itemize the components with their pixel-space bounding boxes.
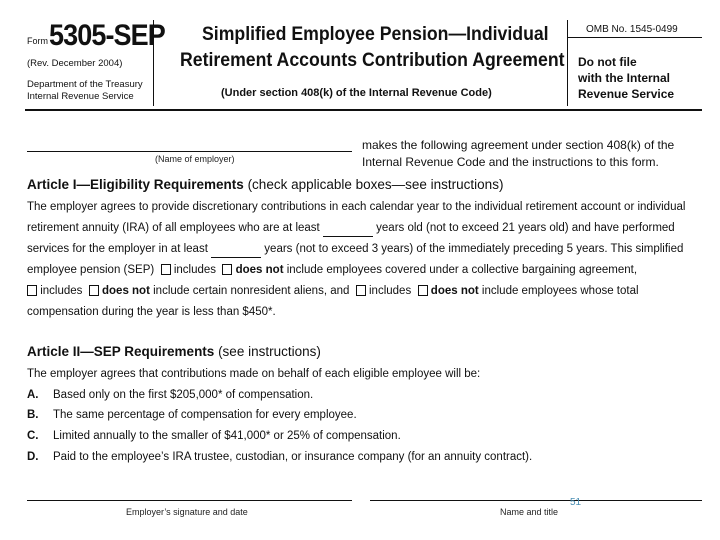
article-1-line-6: compensation during the year is less than $450*.: [27, 306, 276, 318]
article-1-line-5: [27, 283, 639, 299]
employer-name-caption: (Name of employer): [155, 154, 235, 164]
form-label: Form: [27, 36, 48, 46]
aliens-does-not-label: does not: [102, 285, 150, 297]
form-title-line-2: Retirement Accounts Contribution Agreement: [180, 50, 565, 71]
article-1-subtitle: (check applicable boxes—see instructions): [243, 177, 504, 192]
union-does-not-checkbox[interactable]: [222, 264, 232, 275]
requirement-letter: A.: [27, 389, 39, 401]
article-1-line-4: [27, 262, 637, 278]
header-divider-right: [567, 20, 568, 106]
requirement-text: Based only on the first $205,000* of compensation.: [53, 389, 314, 401]
requirement-text: Limited annually to the smaller of $41,000* or 25% of compensation.: [53, 430, 401, 442]
code-section-note: (Under section 408(k) of the Internal Revenue Code): [221, 87, 492, 99]
article-1-line-1: The employer agrees to provide discretionary contributions in each calendar year to the individual retirement account or individual: [27, 201, 686, 213]
do-not-file-line-2: with the Internal: [578, 71, 671, 85]
union-includes-label: includes: [173, 264, 217, 276]
low-comp-does-not-label: does not: [430, 285, 479, 297]
department-line-1: Department of the Treasury: [27, 79, 143, 90]
low-comp-includes-checkbox[interactable]: [356, 285, 366, 296]
low-comp-does-not-checkbox[interactable]: [418, 285, 428, 296]
aliens-includes-label: includes: [40, 285, 83, 297]
revision-date: (Rev. December 2004): [27, 58, 123, 69]
article-1-title: Article I—Eligibility Requirements: [27, 177, 244, 192]
age-limit-text: years old (not to exceed 21 years old) and have performed: [376, 222, 675, 234]
article-2-heading: [27, 344, 321, 359]
article-2-intro: The employer agrees that contributions made on behalf of each eligible employee will be:: [27, 368, 481, 380]
signature-caption: Employer’s signature and date: [126, 507, 248, 517]
agreement-statement-line-1: makes the following agreement under section 408(k) of the: [362, 138, 675, 152]
sep-text: employee pension (SEP): [27, 264, 155, 276]
requirement-letter: C.: [27, 430, 39, 442]
requirement-item: [27, 428, 401, 444]
article-1-line-2: [27, 220, 675, 237]
union-text: include employees covered under a collective bargaining agreement,: [286, 264, 638, 276]
page-number: 51: [570, 497, 582, 508]
aliens-includes-checkbox[interactable]: [27, 285, 37, 296]
department-line-2: Internal Revenue Service: [27, 91, 134, 102]
low-comp-text: include employees whose total: [481, 285, 639, 297]
requirement-text: The same percentage of compensation for every employee.: [53, 409, 357, 421]
header-divider-left: [153, 20, 154, 106]
service-limit-text: years (not to exceed 3 years) of the immediately preceding 5 years. This simplified: [264, 243, 684, 255]
employer-signature-field[interactable]: [27, 500, 352, 501]
article-1-line-3: [27, 241, 683, 258]
agreement-statement-line-2: Internal Revenue Code and the instructions to this form.: [362, 155, 659, 169]
omb-rule: [567, 37, 702, 38]
form-number: 5305-SEP: [49, 19, 165, 52]
omb-number: OMB No. 1545-0499: [586, 24, 678, 35]
employer-name-field[interactable]: [27, 151, 352, 152]
requirement-item: [27, 449, 532, 465]
union-does-not-label: does not: [235, 264, 284, 276]
low-comp-includes-label: includes: [369, 285, 412, 297]
aliens-text: include certain nonresident aliens, and: [153, 285, 350, 297]
article-2-subtitle: (see instructions): [214, 344, 321, 359]
name-title-field[interactable]: [370, 500, 702, 501]
do-not-file-line-1: Do not file: [578, 55, 637, 69]
age-text: retirement annuity (IRA) of all employees who are at least: [27, 222, 320, 234]
do-not-file-line-3: Revenue Service: [578, 87, 675, 101]
article-2-title: Article II—SEP Requirements: [27, 344, 215, 359]
aliens-does-not-checkbox[interactable]: [89, 285, 99, 296]
age-requirement-field[interactable]: [323, 220, 373, 237]
union-includes-checkbox[interactable]: [161, 264, 171, 275]
article-1-heading: [27, 177, 503, 192]
requirement-item: [27, 407, 357, 423]
requirement-letter: B.: [27, 409, 39, 421]
requirement-item: [27, 387, 313, 403]
requirement-text: Paid to the employee’s IRA trustee, custodian, or insurance company (for an annuity contract).: [53, 451, 533, 463]
service-years-field[interactable]: [211, 241, 261, 258]
name-title-caption: Name and title: [500, 507, 559, 517]
requirement-letter: D.: [27, 451, 39, 463]
header-bottom-rule: [25, 109, 702, 111]
service-text: services for the employer in at least: [27, 243, 208, 255]
form-title-line-1: Simplified Employee Pension—Individual: [202, 24, 549, 45]
